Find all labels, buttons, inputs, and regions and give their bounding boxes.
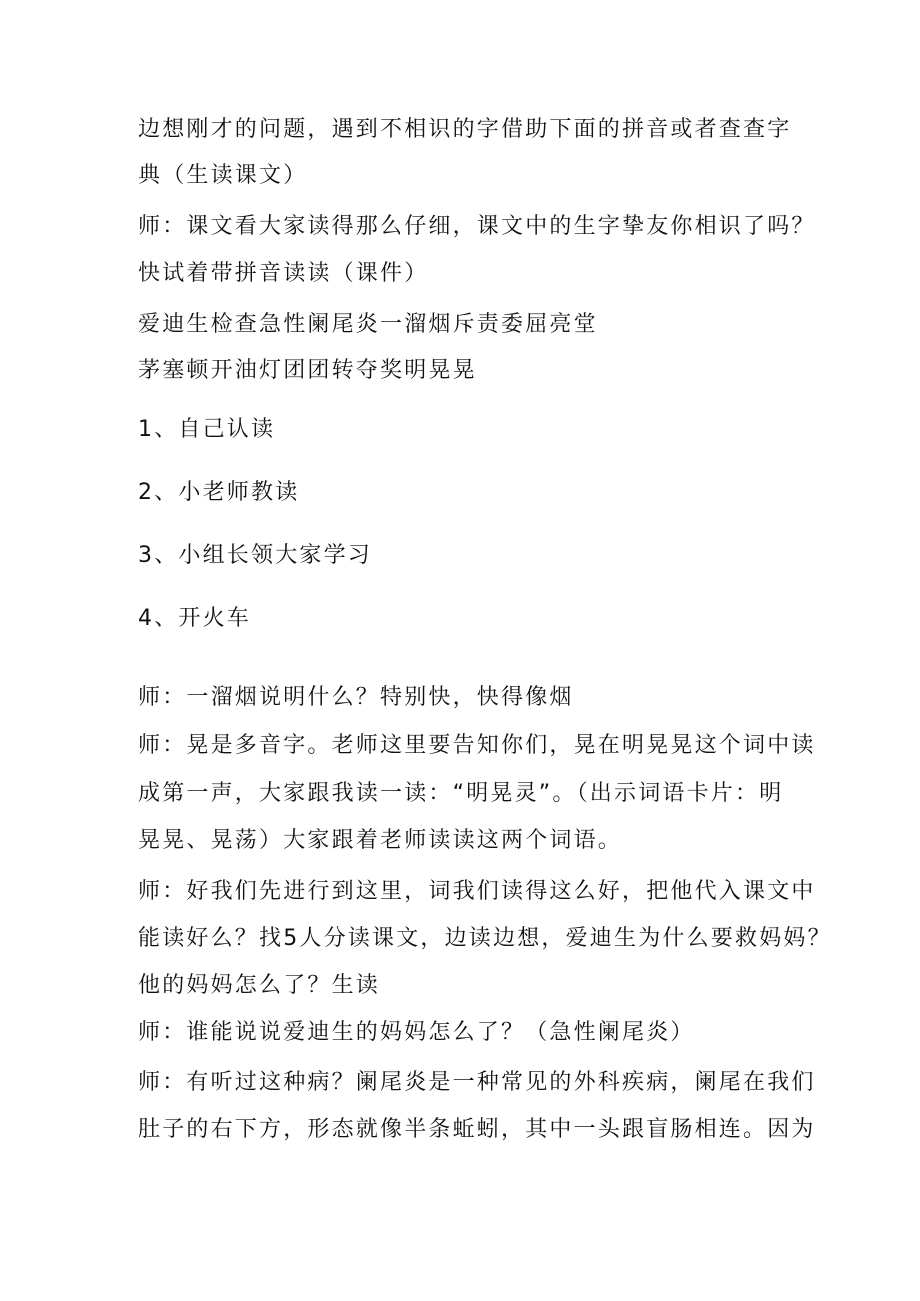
list-item: 4、开火车 xyxy=(138,606,251,631)
list-item: 1、自己认读 xyxy=(138,417,276,442)
list-item: 3、小组长领大家学习 xyxy=(138,543,372,568)
text-line: 肚子的右下方，形态就像半条蚯蚓，其中一头跟盲肠相连。因为 xyxy=(138,1117,816,1142)
text-line: 师：课文看大家读得那么仔细，课文中的生字挚友你相识了吗？ xyxy=(138,214,816,239)
text-line: 晃晃、晃荡）大家跟着老师读读这两个词语。 xyxy=(138,828,623,853)
text-line: 师：好我们先进行到这里，词我们读得这么好，把他代入课文中 xyxy=(138,879,816,904)
text-line: 典（生读课文） xyxy=(138,163,308,188)
text-line: 成第一声，大家跟我读一读：“明晃灵”。（出示词语卡片：明 xyxy=(138,781,784,806)
text-line: 边想刚才的问题，遇到不相识的字借助下面的拼音或者查查字 xyxy=(138,117,792,142)
list-item: 2、小老师教读 xyxy=(138,480,300,505)
text-line: 他的妈妈怎么了？生读 xyxy=(138,973,381,998)
text-line: 师：有听过这种病？阑尾炎是一种常见的外科疾病，阑尾在我们 xyxy=(138,1070,816,1095)
text-line: 茅塞顿开油灯团团转夺奖明晃晃 xyxy=(138,358,477,383)
text-line: 爱迪生检查急性阑尾炎一溜烟斥责委屈亮堂 xyxy=(138,312,598,337)
text-line: 快试着带拼音读读（课件） xyxy=(138,261,429,286)
text-line: 师：谁能说说爱迪生的妈妈怎么了？（急性阑尾炎） xyxy=(138,1020,695,1045)
text-line: 能读好么？找5人分读课文，边读边想，爱迪生为什么要救妈妈？ xyxy=(138,926,832,951)
text-line: 师：晃是多音字。老师这里要告知你们，晃在明晃晃这个词中读 xyxy=(138,733,816,758)
text-line: 师：一溜烟说明什么？特别快，快得像烟 xyxy=(138,685,574,710)
